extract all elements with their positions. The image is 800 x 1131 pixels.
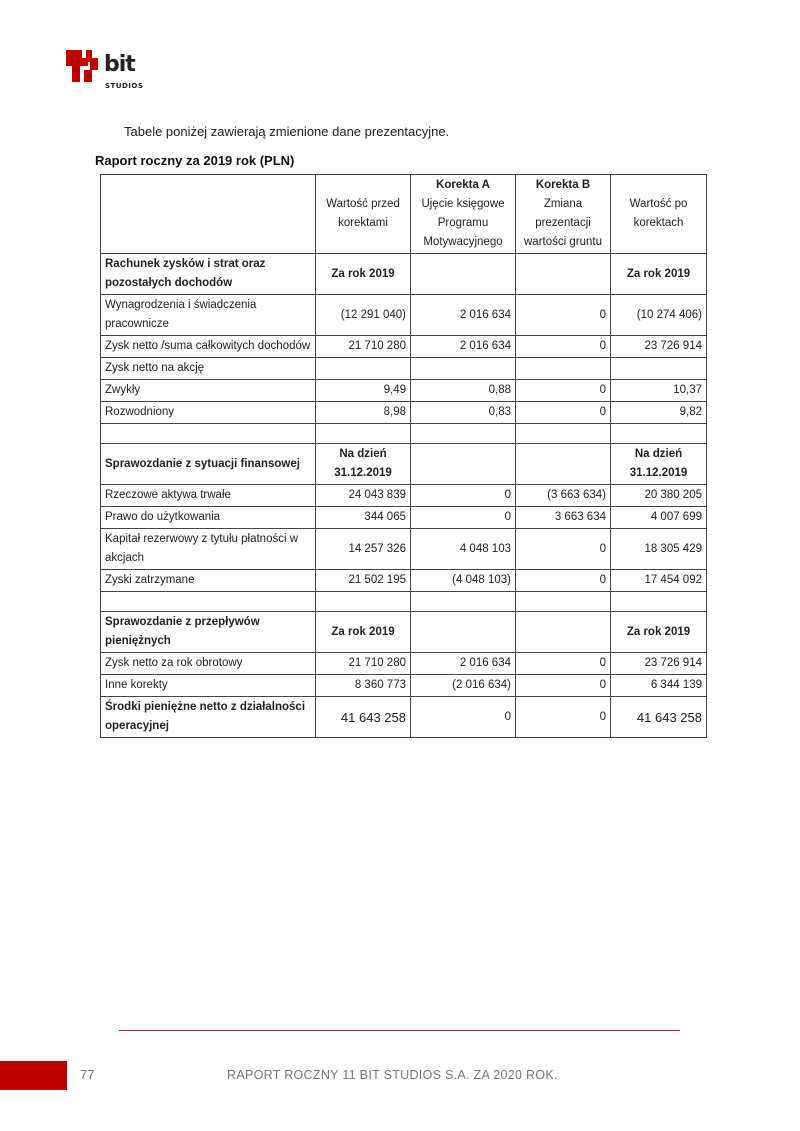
table-row: [101, 295, 707, 336]
row-label: Zyski zatrzymane: [101, 570, 316, 592]
header-correction-b-title: Korekta B: [535, 179, 591, 191]
row-label: Zysk netto za rok obrotowy: [101, 653, 316, 675]
cell-before: 9,49: [316, 380, 411, 402]
cell-before: 8 360 773: [316, 675, 411, 697]
empty-cell: [516, 444, 611, 485]
cell-correction-b: 0: [516, 697, 611, 738]
section-period: Na dzień 31.12.2019: [316, 444, 411, 485]
row-label: Wynagrodzenia i świadczenia pracownicze: [101, 295, 316, 336]
cell-correction-a: (4 048 103): [411, 570, 516, 592]
table-row: [101, 358, 707, 380]
section-period: Za rok 2019: [611, 612, 707, 653]
table-row: [101, 675, 707, 697]
page-number: 77: [80, 1067, 95, 1082]
cell-correction-a: 0: [411, 507, 516, 529]
cell-after: (10 274 406): [611, 295, 707, 336]
logo-wordmark: bit: [104, 52, 135, 77]
cell-before: 21 710 280: [316, 336, 411, 358]
empty-cell: [516, 612, 611, 653]
empty-cell: [316, 592, 411, 612]
cell-correction-b: 0: [516, 570, 611, 592]
logo-subtext: STUDIOS: [105, 82, 144, 90]
cell-correction-b: 0: [516, 336, 611, 358]
cell-correction-a: 2 016 634: [411, 336, 516, 358]
cell-after: 23 726 914: [611, 653, 707, 675]
header-correction-a: [411, 175, 516, 254]
header-after: Wartość po korektach: [611, 175, 707, 254]
cell-correction-a: 4 048 103: [411, 529, 516, 570]
cell-correction-b: 3 663 634: [516, 507, 611, 529]
cell-before: [316, 358, 411, 380]
row-label: Prawo do użytkowania: [101, 507, 316, 529]
row-label: Środki pieniężne netto z działalności operacyjnej: [101, 697, 316, 738]
empty-cell: [516, 424, 611, 444]
table-row: [101, 507, 707, 529]
table-row: [101, 653, 707, 675]
section-period: Za rok 2019: [316, 612, 411, 653]
row-label: Rzeczowe aktywa trwałe: [101, 485, 316, 507]
spacer-row: [101, 592, 707, 612]
empty-cell: [611, 424, 707, 444]
row-label: Zwykły: [101, 380, 316, 402]
row-label: Zysk netto na akcję: [101, 358, 316, 380]
cell-correction-b: 0: [516, 675, 611, 697]
empty-cell: [101, 592, 316, 612]
section-header-row: [101, 612, 707, 653]
empty-cell: [316, 424, 411, 444]
table-row: [101, 402, 707, 424]
table-row: [101, 485, 707, 507]
total-row: [101, 697, 707, 738]
cell-before: (12 291 040): [316, 295, 411, 336]
section-period: Za rok 2019: [611, 254, 707, 295]
cell-before: 8,98: [316, 402, 411, 424]
section-header-row: [101, 254, 707, 295]
cell-correction-b: 0: [516, 402, 611, 424]
cell-after: 18 305 429: [611, 529, 707, 570]
cell-correction-b: 0: [516, 529, 611, 570]
header-correction-a-desc: Ujęcie księgowe Programu Motywacyjnego: [421, 198, 505, 248]
table-title: Raport roczny za 2019 rok (PLN): [95, 153, 295, 168]
header-empty-cell: [101, 175, 316, 254]
cell-after: 9,82: [611, 402, 707, 424]
cell-correction-b: 0: [516, 380, 611, 402]
cell-correction-a: (2 016 634): [411, 675, 516, 697]
section-period: Za rok 2019: [316, 254, 411, 295]
cell-after: 20 380 205: [611, 485, 707, 507]
cell-correction-a: 0,83: [411, 402, 516, 424]
cell-after: 23 726 914: [611, 336, 707, 358]
empty-cell: [411, 444, 516, 485]
table-row: [101, 570, 707, 592]
cell-correction-b: 0: [516, 295, 611, 336]
section-title: Sprawozdanie z sytuacji finansowej: [101, 444, 316, 485]
section-header-row: [101, 444, 707, 485]
cell-correction-a: 0: [411, 485, 516, 507]
adjustments-table: [100, 174, 707, 738]
cell-before: 24 043 839: [316, 485, 411, 507]
row-label: Kapitał rezerwowy z tytułu płatności w akcjach: [101, 529, 316, 570]
empty-cell: [611, 592, 707, 612]
cell-before: 344 065: [316, 507, 411, 529]
footer-text: RAPORT ROCZNY 11 BIT STUDIOS S.A. ZA 2020 ROK.: [227, 1068, 558, 1082]
section-title: Rachunek zysków i strat oraz pozostałych dochodów: [101, 254, 316, 295]
cell-after: 10,37: [611, 380, 707, 402]
cell-before: 14 257 326: [316, 529, 411, 570]
table-header-row: [101, 175, 707, 254]
section-title: Sprawozdanie z przepływów pieniężnych: [101, 612, 316, 653]
cell-after: [611, 358, 707, 380]
footer-accent-block: [0, 1061, 67, 1090]
row-label: Rozwodniony: [101, 402, 316, 424]
row-label: Zysk netto /suma całkowitych dochodów: [101, 336, 316, 358]
table-row: [101, 529, 707, 570]
cell-before: 21 502 195: [316, 570, 411, 592]
cell-correction-a: 0: [411, 697, 516, 738]
table-row: [101, 380, 707, 402]
cell-after: 17 454 092: [611, 570, 707, 592]
spacer-row: [101, 424, 707, 444]
header-correction-b: [516, 175, 611, 254]
empty-cell: [411, 592, 516, 612]
cell-correction-a: 0,88: [411, 380, 516, 402]
empty-cell: [411, 254, 516, 295]
header-correction-b-desc: Zmiana prezentacji wartości gruntu: [524, 198, 602, 248]
header-correction-a-title: Korekta A: [436, 179, 490, 191]
empty-cell: [101, 424, 316, 444]
cell-correction-a: 2 016 634: [411, 653, 516, 675]
empty-cell: [516, 592, 611, 612]
footer-divider: [119, 1030, 680, 1031]
header-before: Wartość przed korektami: [316, 175, 411, 254]
cell-after: 6 344 139: [611, 675, 707, 697]
intro-text: Tabele poniżej zawierają zmienione dane prezentacyjne.: [124, 124, 450, 139]
empty-cell: [411, 424, 516, 444]
cell-after: 41 643 258: [611, 697, 707, 738]
empty-cell: [411, 612, 516, 653]
cell-correction-a: [411, 358, 516, 380]
cell-correction-a: 2 016 634: [411, 295, 516, 336]
cell-correction-b: (3 663 634): [516, 485, 611, 507]
table-row: [101, 336, 707, 358]
row-label: Inne korekty: [101, 675, 316, 697]
cell-correction-b: [516, 358, 611, 380]
cell-before: 21 710 280: [316, 653, 411, 675]
empty-cell: [516, 254, 611, 295]
cell-after: 4 007 699: [611, 507, 707, 529]
section-period: Na dzień 31.12.2019: [611, 444, 707, 485]
cell-before: 41 643 258: [316, 697, 411, 738]
cell-correction-b: 0: [516, 653, 611, 675]
